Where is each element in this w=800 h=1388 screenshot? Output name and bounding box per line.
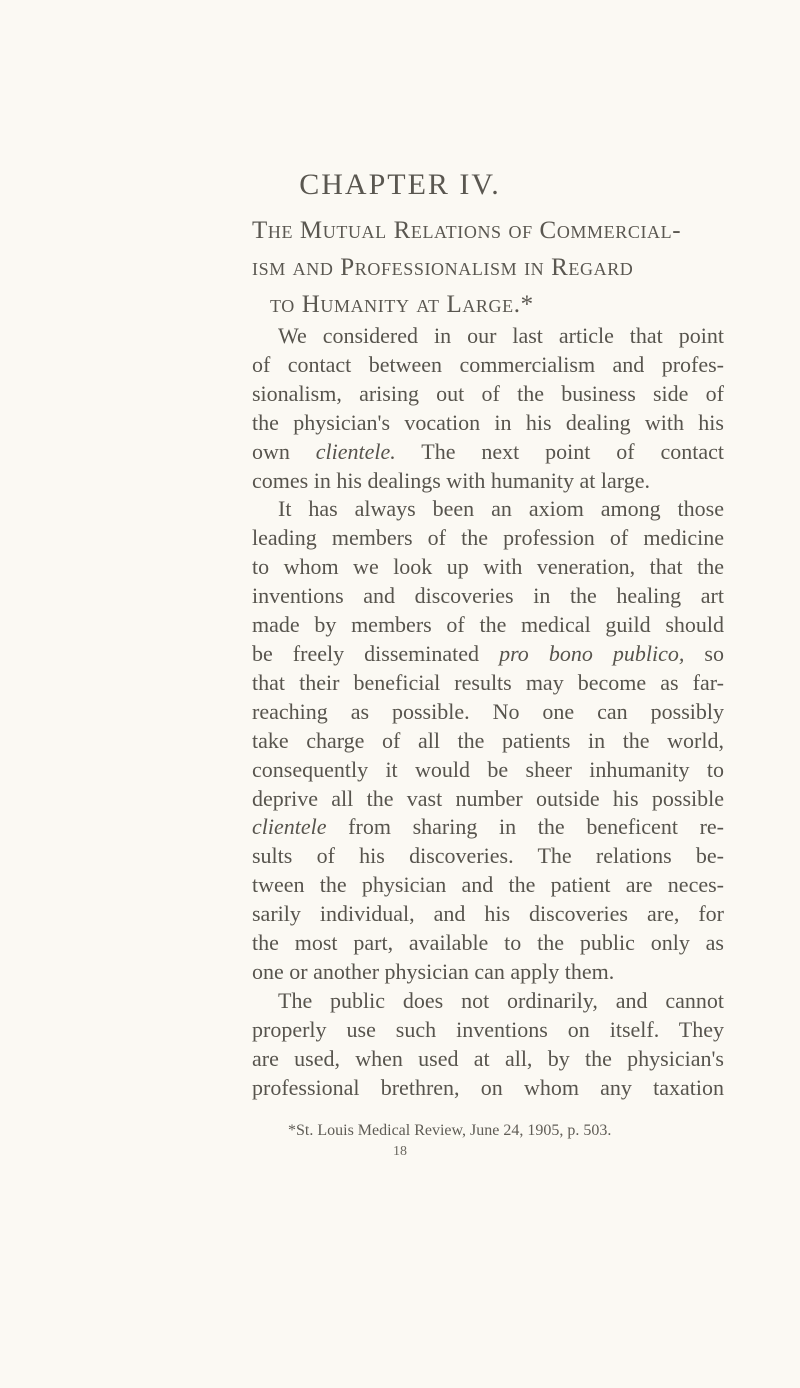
- body-line-text: comes in his dealings with humanity at large.: [252, 467, 650, 493]
- body-line: [252, 958, 724, 987]
- body-line-text: leading members of the profession of medicine: [252, 525, 724, 551]
- body-line-text: one or another physician can apply them.: [252, 958, 615, 984]
- body-line-text: The public does not ordinarily, and cannot: [278, 987, 724, 1013]
- chapter-title: [252, 212, 752, 323]
- chapter-heading: CHAPTER IV.: [299, 168, 501, 201]
- body-line-text: professional brethren, on whom any taxation: [252, 1074, 724, 1100]
- body-line-text: so: [684, 640, 724, 666]
- body-line-text: to whom we look up with veneration, that the: [252, 554, 724, 580]
- body-line-text: consequently it would be sheer inhumanity to: [252, 756, 724, 782]
- body-text: [252, 322, 724, 1102]
- body-line-text: the physician's vocation in his dealing with his: [252, 409, 724, 435]
- body-line: [252, 438, 724, 467]
- body-line: [252, 611, 724, 640]
- body-line: [252, 409, 724, 438]
- body-line: [252, 1045, 724, 1074]
- body-line: [252, 900, 724, 929]
- chapter-title-line: The Mutual Relations of Commercial-: [252, 217, 682, 244]
- body-line-text: reaching as possible. No one can possibly: [252, 698, 724, 724]
- body-line-text: deprive all the vast number outside his possible: [252, 785, 724, 811]
- body-line-italic: clientele: [252, 814, 327, 840]
- body-line: [252, 756, 724, 785]
- body-line-text: made by members of the medical guild should: [252, 612, 724, 638]
- body-line: [252, 640, 724, 669]
- body-line-text: are used, when used at all, by the physician's: [252, 1045, 724, 1071]
- body-line-text: We considered in our last article that point: [278, 323, 724, 348]
- body-line-text: sults of his discoveries. The relations be-: [252, 843, 724, 869]
- body-line: [252, 1016, 724, 1045]
- body-line: [252, 582, 724, 611]
- body-line: [252, 929, 724, 958]
- body-line-italic: clientele.: [315, 438, 396, 464]
- body-line-italic: pro bono publico,: [499, 640, 685, 666]
- body-line: [252, 467, 724, 496]
- body-line-text: tween the physician and the patient are neces-: [252, 872, 724, 898]
- page-number: 18: [393, 1144, 407, 1159]
- body-line: [252, 380, 724, 409]
- body-line-text: The next point of contact: [395, 438, 724, 464]
- body-line-text: of contact between commercialism and profes-: [252, 351, 724, 377]
- chapter-title-line: ism and Professionalism in Regard: [252, 254, 634, 281]
- body-line-text: be freely disseminated: [252, 640, 500, 666]
- body-line: [252, 987, 724, 1016]
- footnote: *St. Louis Medical Review, June 24, 1905, p. 503.: [288, 1122, 612, 1139]
- body-line-text: own: [252, 438, 316, 464]
- body-line: [252, 322, 724, 351]
- body-line: [252, 698, 724, 727]
- body-line-text: sarily individual, and his discoveries are, for: [252, 901, 724, 927]
- body-line: [252, 495, 724, 524]
- body-line: [252, 1074, 724, 1103]
- body-line-text: sionalism, arising out of the business side of: [252, 380, 724, 406]
- body-line: [252, 785, 724, 814]
- body-line-text: properly use such inventions on itself. They: [252, 1016, 724, 1042]
- body-line-text: inventions and discoveries in the healing art: [252, 583, 724, 609]
- body-line-text: the most part, available to the public only as: [252, 930, 724, 956]
- body-line: [252, 727, 724, 756]
- body-line: [252, 871, 724, 900]
- body-line: [252, 351, 724, 380]
- body-line: [252, 842, 724, 871]
- body-line: [252, 524, 724, 553]
- body-line-text: that their beneficial results may become as far-: [252, 669, 724, 695]
- body-line-text: It has always been an axiom among those: [278, 496, 724, 522]
- body-line: [252, 813, 724, 842]
- body-line-text: take charge of all the patients in the world,: [252, 727, 724, 753]
- body-line: [252, 553, 724, 582]
- chapter-title-line: to Humanity at Large.*: [270, 291, 534, 318]
- body-line-text: from sharing in the beneficent re-: [326, 814, 724, 840]
- body-line: [252, 669, 724, 698]
